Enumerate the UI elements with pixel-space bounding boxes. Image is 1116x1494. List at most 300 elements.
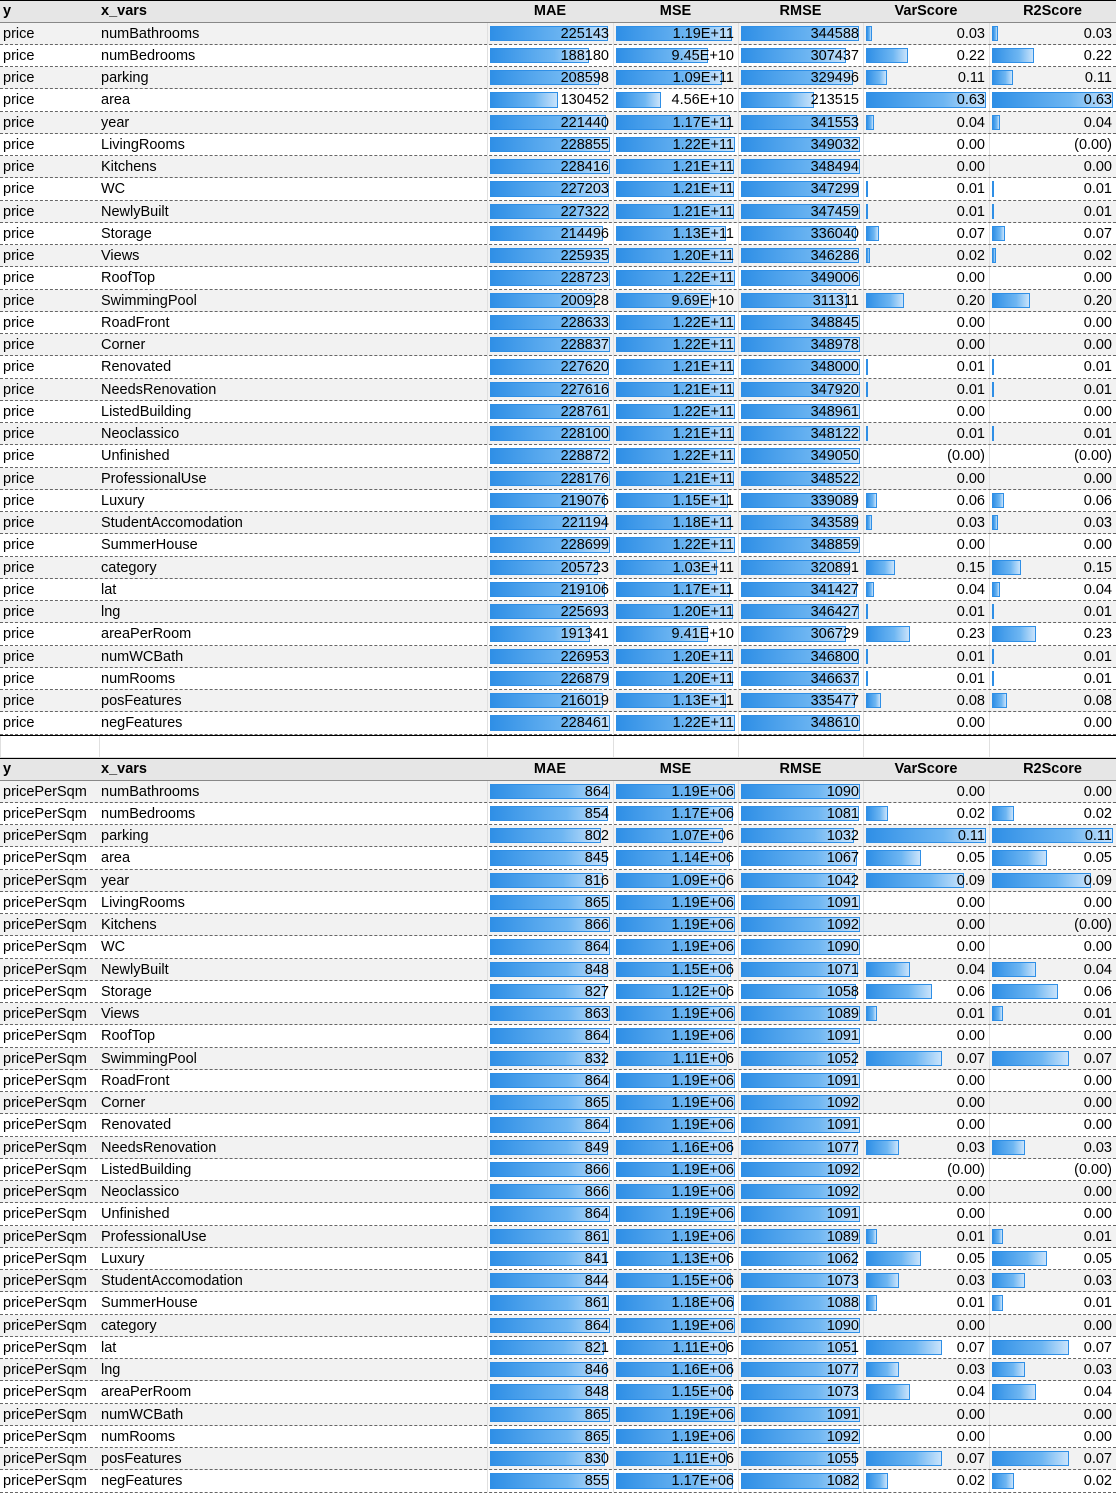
metric-cell[interactable] [989, 1448, 1116, 1469]
metric-cell[interactable] [613, 1203, 738, 1224]
metric-cell[interactable] [613, 1248, 738, 1269]
label-cell[interactable] [99, 781, 487, 802]
metric-cell[interactable] [863, 67, 989, 88]
metric-cell[interactable] [487, 534, 613, 555]
metric-cell[interactable] [863, 23, 989, 44]
label-cell[interactable] [99, 534, 487, 555]
metric-cell[interactable] [613, 690, 738, 711]
metric-cell[interactable] [487, 45, 613, 66]
metric-cell[interactable] [738, 1114, 863, 1135]
metric-cell[interactable] [738, 267, 863, 288]
label-cell[interactable] [0, 1470, 99, 1491]
metric-cell[interactable] [989, 1048, 1116, 1069]
metric-cell[interactable] [989, 601, 1116, 622]
metric-cell[interactable] [738, 579, 863, 600]
label-cell[interactable] [0, 623, 99, 644]
metric-cell[interactable] [487, 201, 613, 222]
metric-cell[interactable] [989, 1359, 1116, 1380]
metric-cell[interactable] [738, 312, 863, 333]
label-cell[interactable] [99, 1070, 487, 1091]
metric-cell[interactable] [989, 1114, 1116, 1135]
label-cell[interactable] [0, 512, 99, 533]
metric-cell[interactable] [613, 601, 738, 622]
header-cell[interactable] [613, 759, 738, 780]
metric-cell[interactable] [863, 892, 989, 913]
label-cell[interactable] [99, 803, 487, 824]
metric-cell[interactable] [487, 267, 613, 288]
label-cell[interactable] [0, 1292, 99, 1313]
label-cell[interactable] [99, 201, 487, 222]
metric-cell[interactable] [989, 512, 1116, 533]
metric-cell[interactable] [738, 1470, 863, 1491]
metric-cell[interactable] [738, 45, 863, 66]
metric-cell[interactable] [863, 825, 989, 846]
metric-cell[interactable] [989, 468, 1116, 489]
metric-cell[interactable] [989, 646, 1116, 667]
metric-cell[interactable] [487, 959, 613, 980]
label-cell[interactable] [99, 379, 487, 400]
metric-cell[interactable] [613, 445, 738, 466]
metric-cell[interactable] [613, 579, 738, 600]
label-cell[interactable] [0, 1048, 99, 1069]
metric-cell[interactable] [487, 1181, 613, 1202]
metric-cell[interactable] [738, 1092, 863, 1113]
metric-cell[interactable] [613, 490, 738, 511]
metric-cell[interactable] [487, 1270, 613, 1291]
metric-cell[interactable] [738, 512, 863, 533]
metric-cell[interactable] [613, 1181, 738, 1202]
metric-cell[interactable] [989, 490, 1116, 511]
metric-cell[interactable] [738, 156, 863, 177]
label-cell[interactable] [99, 245, 487, 266]
metric-cell[interactable] [989, 557, 1116, 578]
label-cell[interactable] [0, 534, 99, 555]
label-cell[interactable] [0, 356, 99, 377]
metric-cell[interactable] [989, 668, 1116, 689]
metric-cell[interactable] [738, 178, 863, 199]
metric-cell[interactable] [613, 223, 738, 244]
metric-cell[interactable] [863, 89, 989, 110]
metric-cell[interactable] [613, 1270, 738, 1291]
metric-cell[interactable] [738, 601, 863, 622]
metric-cell[interactable] [613, 379, 738, 400]
metric-cell[interactable] [738, 445, 863, 466]
label-cell[interactable] [99, 1470, 487, 1491]
label-cell[interactable] [99, 936, 487, 957]
label-cell[interactable] [0, 825, 99, 846]
metric-cell[interactable] [487, 356, 613, 377]
metric-cell[interactable] [613, 290, 738, 311]
metric-cell[interactable] [613, 1092, 738, 1113]
label-cell[interactable] [99, 892, 487, 913]
metric-cell[interactable] [613, 803, 738, 824]
metric-cell[interactable] [863, 914, 989, 935]
metric-cell[interactable] [487, 1470, 613, 1491]
metric-cell[interactable] [989, 981, 1116, 1002]
metric-cell[interactable] [863, 623, 989, 644]
metric-cell[interactable] [487, 490, 613, 511]
label-cell[interactable] [99, 1270, 487, 1291]
label-cell[interactable] [0, 45, 99, 66]
label-cell[interactable] [99, 579, 487, 600]
label-cell[interactable] [99, 23, 487, 44]
metric-cell[interactable] [613, 1448, 738, 1469]
label-cell[interactable] [0, 579, 99, 600]
metric-cell[interactable] [738, 23, 863, 44]
metric-cell[interactable] [487, 1448, 613, 1469]
metric-cell[interactable] [863, 45, 989, 66]
label-cell[interactable] [99, 1337, 487, 1358]
label-cell[interactable] [0, 668, 99, 689]
metric-cell[interactable] [738, 803, 863, 824]
metric-cell[interactable] [738, 1137, 863, 1158]
metric-cell[interactable] [487, 668, 613, 689]
metric-cell[interactable] [738, 870, 863, 891]
metric-cell[interactable] [738, 847, 863, 868]
metric-cell[interactable] [863, 1003, 989, 1024]
label-cell[interactable] [99, 623, 487, 644]
metric-cell[interactable] [613, 1426, 738, 1447]
metric-cell[interactable] [863, 557, 989, 578]
metric-cell[interactable] [863, 267, 989, 288]
metric-cell[interactable] [989, 67, 1116, 88]
metric-cell[interactable] [738, 1404, 863, 1425]
metric-cell[interactable] [863, 512, 989, 533]
label-cell[interactable] [99, 646, 487, 667]
metric-cell[interactable] [738, 89, 863, 110]
empty-cell[interactable] [99, 736, 487, 758]
metric-cell[interactable] [989, 1404, 1116, 1425]
metric-cell[interactable] [487, 557, 613, 578]
metric-cell[interactable] [487, 579, 613, 600]
label-cell[interactable] [99, 1092, 487, 1113]
label-cell[interactable] [99, 1203, 487, 1224]
metric-cell[interactable] [487, 1070, 613, 1091]
metric-cell[interactable] [487, 1048, 613, 1069]
label-cell[interactable] [0, 89, 99, 110]
label-cell[interactable] [0, 646, 99, 667]
metric-cell[interactable] [487, 1292, 613, 1313]
metric-cell[interactable] [989, 690, 1116, 711]
label-cell[interactable] [0, 67, 99, 88]
label-cell[interactable] [99, 712, 487, 733]
label-cell[interactable] [0, 1003, 99, 1024]
metric-cell[interactable] [487, 89, 613, 110]
metric-cell[interactable] [738, 1181, 863, 1202]
metric-cell[interactable] [487, 1404, 613, 1425]
metric-cell[interactable] [738, 534, 863, 555]
metric-cell[interactable] [863, 379, 989, 400]
metric-cell[interactable] [863, 312, 989, 333]
metric-cell[interactable] [863, 223, 989, 244]
metric-cell[interactable] [863, 1248, 989, 1269]
metric-cell[interactable] [863, 1404, 989, 1425]
label-cell[interactable] [99, 1181, 487, 1202]
label-cell[interactable] [99, 847, 487, 868]
metric-cell[interactable] [738, 1359, 863, 1380]
metric-cell[interactable] [613, 134, 738, 155]
label-cell[interactable] [99, 356, 487, 377]
label-cell[interactable] [0, 1025, 99, 1046]
metric-cell[interactable] [487, 601, 613, 622]
header-cell[interactable] [738, 759, 863, 780]
empty-cell[interactable] [0, 736, 99, 758]
metric-cell[interactable] [863, 1337, 989, 1358]
metric-cell[interactable] [989, 178, 1116, 199]
empty-cell[interactable] [613, 736, 738, 758]
label-cell[interactable] [99, 89, 487, 110]
metric-cell[interactable] [613, 67, 738, 88]
label-cell[interactable] [0, 981, 99, 1002]
label-cell[interactable] [0, 1203, 99, 1224]
metric-cell[interactable] [738, 623, 863, 644]
metric-cell[interactable] [989, 579, 1116, 600]
metric-cell[interactable] [738, 1003, 863, 1024]
metric-cell[interactable] [989, 1248, 1116, 1269]
metric-cell[interactable] [738, 379, 863, 400]
metric-cell[interactable] [989, 803, 1116, 824]
metric-cell[interactable] [738, 67, 863, 88]
metric-cell[interactable] [989, 781, 1116, 802]
metric-cell[interactable] [738, 112, 863, 133]
empty-cell[interactable] [487, 736, 613, 758]
metric-cell[interactable] [613, 89, 738, 110]
metric-cell[interactable] [487, 512, 613, 533]
metric-cell[interactable] [613, 1470, 738, 1491]
metric-cell[interactable] [613, 112, 738, 133]
metric-cell[interactable] [863, 690, 989, 711]
label-cell[interactable] [0, 334, 99, 355]
label-cell[interactable] [0, 1270, 99, 1291]
metric-cell[interactable] [989, 1226, 1116, 1247]
metric-cell[interactable] [989, 534, 1116, 555]
label-cell[interactable] [99, 959, 487, 980]
metric-cell[interactable] [738, 1025, 863, 1046]
label-cell[interactable] [99, 423, 487, 444]
empty-cell[interactable] [989, 736, 1116, 758]
metric-cell[interactable] [613, 401, 738, 422]
metric-cell[interactable] [738, 1203, 863, 1224]
label-cell[interactable] [0, 914, 99, 935]
metric-cell[interactable] [738, 892, 863, 913]
label-cell[interactable] [99, 1137, 487, 1158]
metric-cell[interactable] [613, 936, 738, 957]
label-cell[interactable] [0, 156, 99, 177]
metric-cell[interactable] [863, 1025, 989, 1046]
metric-cell[interactable] [863, 445, 989, 466]
metric-cell[interactable] [487, 914, 613, 935]
metric-cell[interactable] [613, 1003, 738, 1024]
metric-cell[interactable] [738, 1159, 863, 1180]
metric-cell[interactable] [989, 1315, 1116, 1336]
metric-cell[interactable] [613, 1025, 738, 1046]
metric-cell[interactable] [989, 356, 1116, 377]
metric-cell[interactable] [989, 1270, 1116, 1291]
label-cell[interactable] [99, 156, 487, 177]
header-cell[interactable] [863, 759, 989, 780]
metric-cell[interactable] [989, 112, 1116, 133]
label-cell[interactable] [99, 290, 487, 311]
metric-cell[interactable] [613, 423, 738, 444]
metric-cell[interactable] [738, 1448, 863, 1469]
metric-cell[interactable] [989, 45, 1116, 66]
label-cell[interactable] [0, 1426, 99, 1447]
metric-cell[interactable] [863, 1181, 989, 1202]
label-cell[interactable] [0, 601, 99, 622]
metric-cell[interactable] [738, 201, 863, 222]
label-cell[interactable] [0, 1137, 99, 1158]
metric-cell[interactable] [487, 1092, 613, 1113]
metric-cell[interactable] [989, 201, 1116, 222]
label-cell[interactable] [0, 1159, 99, 1180]
metric-cell[interactable] [613, 914, 738, 935]
metric-cell[interactable] [613, 557, 738, 578]
metric-cell[interactable] [989, 334, 1116, 355]
label-cell[interactable] [0, 690, 99, 711]
label-cell[interactable] [99, 870, 487, 891]
empty-cell[interactable] [738, 736, 863, 758]
header-cell[interactable] [99, 759, 487, 780]
metric-cell[interactable] [487, 312, 613, 333]
metric-cell[interactable] [613, 178, 738, 199]
metric-cell[interactable] [613, 825, 738, 846]
metric-cell[interactable] [738, 1248, 863, 1269]
metric-cell[interactable] [863, 245, 989, 266]
metric-cell[interactable] [487, 334, 613, 355]
label-cell[interactable] [99, 112, 487, 133]
label-cell[interactable] [99, 334, 487, 355]
header-cell[interactable] [487, 759, 613, 780]
label-cell[interactable] [0, 936, 99, 957]
metric-cell[interactable] [863, 112, 989, 133]
metric-cell[interactable] [863, 290, 989, 311]
metric-cell[interactable] [613, 356, 738, 377]
metric-cell[interactable] [989, 1025, 1116, 1046]
metric-cell[interactable] [487, 623, 613, 644]
label-cell[interactable] [99, 1025, 487, 1046]
metric-cell[interactable] [738, 646, 863, 667]
metric-cell[interactable] [863, 401, 989, 422]
metric-cell[interactable] [863, 936, 989, 957]
label-cell[interactable] [0, 870, 99, 891]
label-cell[interactable] [0, 1181, 99, 1202]
metric-cell[interactable] [863, 1137, 989, 1158]
metric-cell[interactable] [738, 134, 863, 155]
metric-cell[interactable] [487, 847, 613, 868]
metric-cell[interactable] [863, 134, 989, 155]
metric-cell[interactable] [863, 1114, 989, 1135]
metric-cell[interactable] [487, 178, 613, 199]
metric-cell[interactable] [738, 1070, 863, 1091]
metric-cell[interactable] [989, 312, 1116, 333]
metric-cell[interactable] [989, 870, 1116, 891]
metric-cell[interactable] [738, 401, 863, 422]
label-cell[interactable] [99, 981, 487, 1002]
metric-cell[interactable] [487, 445, 613, 466]
label-cell[interactable] [0, 223, 99, 244]
label-cell[interactable] [99, 1315, 487, 1336]
metric-cell[interactable] [989, 1181, 1116, 1202]
label-cell[interactable] [99, 557, 487, 578]
metric-cell[interactable] [863, 712, 989, 733]
label-cell[interactable] [99, 445, 487, 466]
label-cell[interactable] [99, 512, 487, 533]
label-cell[interactable] [0, 1092, 99, 1113]
label-cell[interactable] [0, 1381, 99, 1402]
label-cell[interactable] [0, 23, 99, 44]
metric-cell[interactable] [613, 870, 738, 891]
metric-cell[interactable] [487, 1137, 613, 1158]
metric-cell[interactable] [487, 981, 613, 1002]
metric-cell[interactable] [863, 178, 989, 199]
metric-cell[interactable] [738, 1337, 863, 1358]
label-cell[interactable] [99, 223, 487, 244]
metric-cell[interactable] [487, 423, 613, 444]
metric-cell[interactable] [863, 1070, 989, 1091]
metric-cell[interactable] [487, 1114, 613, 1135]
metric-cell[interactable] [863, 981, 989, 1002]
metric-cell[interactable] [738, 1315, 863, 1336]
metric-cell[interactable] [487, 468, 613, 489]
metric-cell[interactable] [613, 781, 738, 802]
metric-cell[interactable] [487, 1248, 613, 1269]
metric-cell[interactable] [613, 668, 738, 689]
metric-cell[interactable] [738, 423, 863, 444]
metric-cell[interactable] [863, 1381, 989, 1402]
metric-cell[interactable] [863, 847, 989, 868]
label-cell[interactable] [0, 781, 99, 802]
metric-cell[interactable] [863, 1315, 989, 1336]
metric-cell[interactable] [613, 267, 738, 288]
label-cell[interactable] [0, 1404, 99, 1425]
metric-cell[interactable] [738, 1270, 863, 1291]
label-cell[interactable] [99, 668, 487, 689]
metric-cell[interactable] [613, 1159, 738, 1180]
label-cell[interactable] [0, 312, 99, 333]
label-cell[interactable] [99, 825, 487, 846]
metric-cell[interactable] [863, 803, 989, 824]
metric-cell[interactable] [613, 334, 738, 355]
metric-cell[interactable] [863, 646, 989, 667]
metric-cell[interactable] [487, 112, 613, 133]
metric-cell[interactable] [863, 423, 989, 444]
metric-cell[interactable] [613, 201, 738, 222]
metric-cell[interactable] [487, 781, 613, 802]
label-cell[interactable] [99, 1048, 487, 1069]
label-cell[interactable] [99, 267, 487, 288]
metric-cell[interactable] [613, 1048, 738, 1069]
label-cell[interactable] [0, 557, 99, 578]
metric-cell[interactable] [989, 959, 1116, 980]
metric-cell[interactable] [487, 1337, 613, 1358]
metric-cell[interactable] [613, 1226, 738, 1247]
metric-cell[interactable] [989, 156, 1116, 177]
metric-cell[interactable] [989, 1070, 1116, 1091]
metric-cell[interactable] [738, 668, 863, 689]
metric-cell[interactable] [738, 936, 863, 957]
label-cell[interactable] [99, 1159, 487, 1180]
metric-cell[interactable] [738, 223, 863, 244]
label-cell[interactable] [0, 290, 99, 311]
label-cell[interactable] [0, 1114, 99, 1135]
metric-cell[interactable] [863, 1359, 989, 1380]
metric-cell[interactable] [613, 1114, 738, 1135]
metric-cell[interactable] [487, 1003, 613, 1024]
metric-cell[interactable] [487, 1426, 613, 1447]
metric-cell[interactable] [863, 1092, 989, 1113]
metric-cell[interactable] [613, 45, 738, 66]
metric-cell[interactable] [863, 870, 989, 891]
